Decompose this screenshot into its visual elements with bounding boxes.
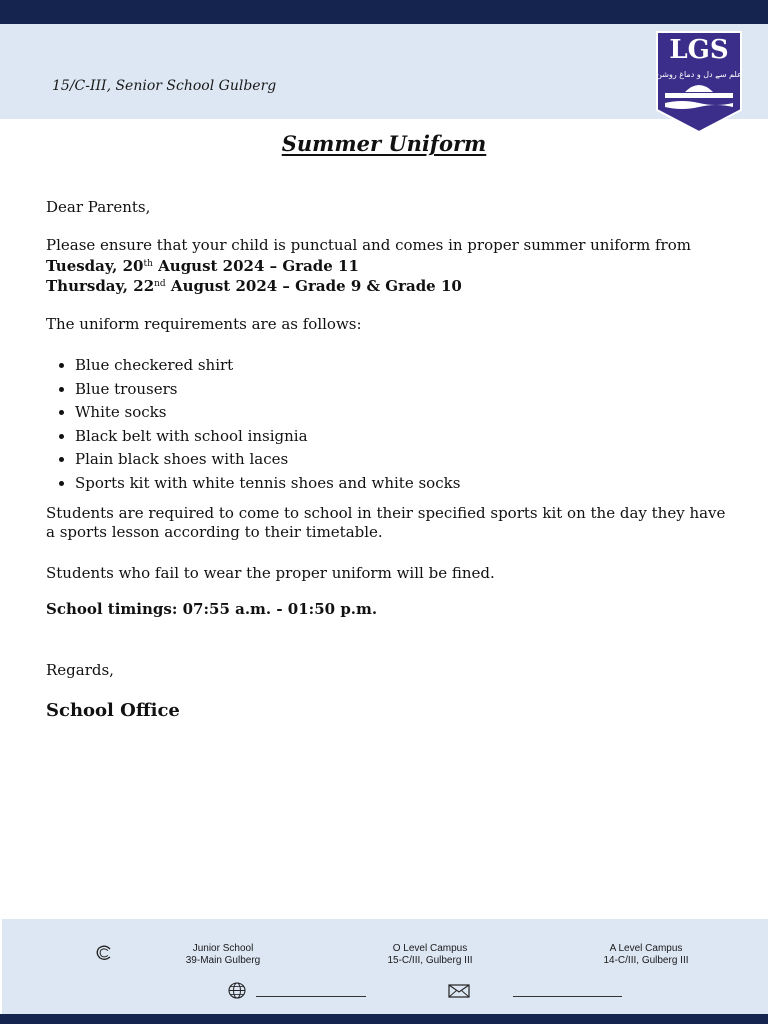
school-timings: School timings: 07:55 a.m. - 01:50 p.m.	[46, 600, 378, 618]
mail-icon	[448, 984, 470, 998]
list-item: • White socks	[75, 401, 460, 425]
fine-note: Students who fail to wear the proper uniform will be fined.	[46, 564, 495, 582]
bottom-bar	[0, 1014, 768, 1024]
logo-text: LGS	[669, 35, 729, 65]
requirements-intro: The uniform requirements are as follows:	[46, 315, 362, 333]
campus-name: O Level Campus	[392, 943, 468, 954]
list-item: • Blue trousers	[75, 378, 460, 402]
school-logo	[655, 30, 743, 134]
salutation: Dear Parents,	[46, 198, 151, 216]
campus-name: Junior School	[192, 943, 254, 954]
intro-text: Please ensure that your child is punctual and comes in proper summer uniform from	[46, 236, 691, 254]
header-band	[0, 24, 768, 119]
campus-address: 39-Main Gulberg	[185, 955, 261, 966]
signoff: School Office	[46, 700, 180, 721]
campus-address: 15-C/III, Gulberg III	[387, 955, 473, 966]
website-line	[256, 996, 366, 997]
list-item: • Black belt with school insignia	[75, 425, 460, 449]
regards: Regards,	[46, 661, 114, 679]
phone-icon	[96, 945, 112, 961]
document-title: Summer Uniform	[281, 131, 487, 156]
campus-junior-school	[163, 943, 283, 967]
top-bar	[0, 0, 768, 24]
campus-address: 14-C/III, Gulberg III	[603, 955, 689, 966]
sports-note: Students are required to come to school in their specified sports kit on the day they have a sports lesson according to their timetable.	[46, 504, 726, 541]
campus-name: A Level Campus	[609, 943, 683, 954]
campus-address: 15/C-III, Senior School Gulberg	[52, 78, 277, 94]
requirements-list	[52, 354, 460, 495]
list-item: • Plain black shoes with laces	[75, 448, 460, 472]
campus-a-level	[586, 943, 706, 967]
date-line-grade-11: Tuesday, 20th August 2024 – Grade 11	[46, 257, 359, 275]
logo-motto: علم سے دل و دماغ روشن	[656, 70, 742, 79]
globe-icon	[228, 982, 246, 999]
email-line	[513, 996, 622, 997]
date-line-grade-9-10: Thursday, 22nd August 2024 – Grade 9 & Grade 10	[46, 277, 462, 295]
campus-o-level	[370, 943, 490, 967]
list-item: • Sports kit with white tennis shoes and white socks	[75, 472, 460, 496]
list-item: • Blue checkered shirt	[75, 354, 460, 378]
